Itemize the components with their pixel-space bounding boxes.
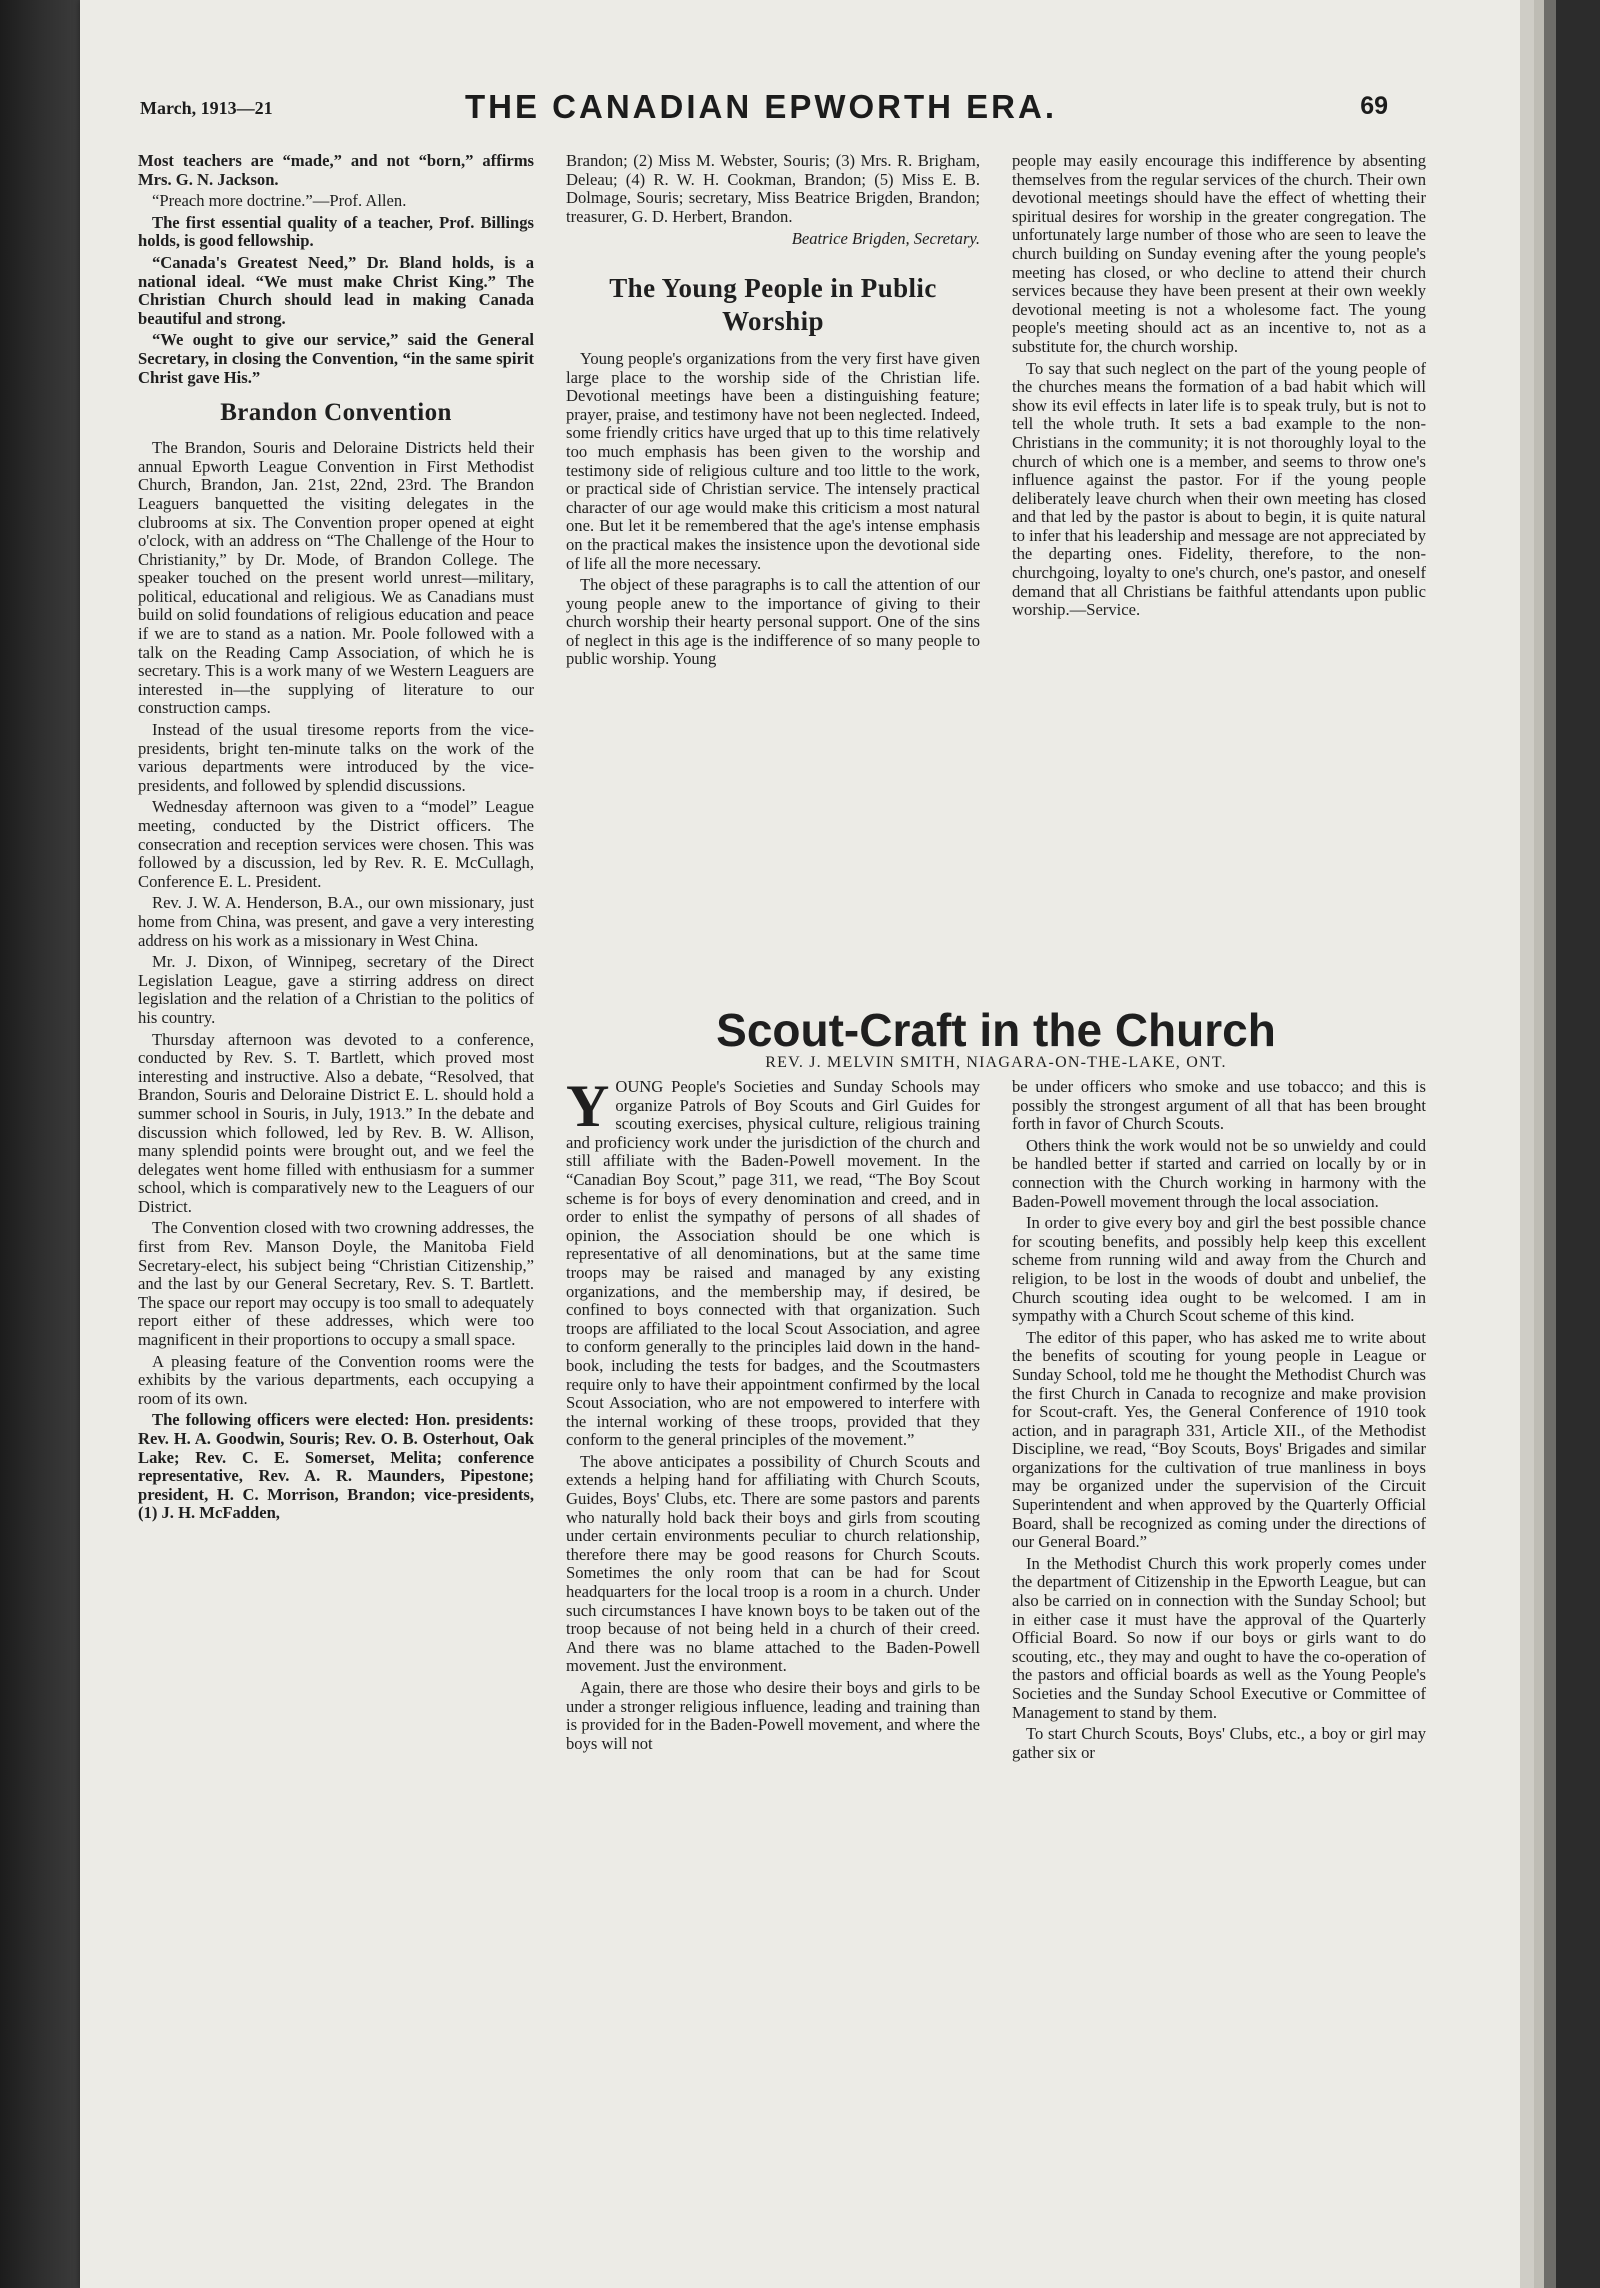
- paragraph: Rev. J. W. A. Henderson, B.A., our own missionary, just home from China, was present, and gave a very interesting address on his work as a missionary in West China.: [138, 893, 534, 950]
- quote-item: “We ought to give our service,” said the General Secretary, in closing the Convention, “in the same spirit Christ gave His.”: [138, 330, 534, 387]
- quote-item: The first essential quality of a teacher, Prof. Billings holds, is good fellowship.: [138, 212, 534, 251]
- drop-cap: Y: [566, 1073, 610, 1139]
- quote-item: “Canada's Greatest Need,” Dr. Bland holds, is a national ideal. “We must make Christ King.” The Christian Church should lead in making Canada beautiful and strong.: [138, 252, 534, 328]
- article-heading: Scout-Craft in the Church: [716, 1004, 1276, 1056]
- scanner-margin: [1556, 0, 1600, 2288]
- paragraph-text: OUNG People's Societies and Sunday Schools may organize Patrols of Boy Scouts and Girl Guides for scouting exercises, physical culture, religious training and proficiency work under the jurisdiction of the church and still affiliate with the Baden-Powell movement. In the “Canadian Boy Scout,” page 311, we read, “The Boy Scout scheme is for boys of every denomination and creed, and in order to enlist the sympathy of persons of all shades of opinion, the Association should be one which is representative of all denominations, but at the same time troops may be raised and managed by any existing organizations, and the membership may, if desired, be confined to boys connected with that organization. Such troops are affiliated to the local Scout Association, and agree to conform generally to the principles laid down in the hand-book, including the tests for badges, and the Scoutmasters require only to have their appointment confirmed by the local Scout Association, who are not empowered to interfere with the internal working of these troops, provided that they conform to the general principles of the movement.”: [566, 1077, 980, 1450]
- paragraph: Thursday afternoon was devoted to a conference, conducted by Rev. S. T. Bartlett, which proved most interesting and instructive. Also a debate, “Resolved, that Brandon, Souris and Deloraine District E. L. should hold a summer school in Souris, in July, 1913.” In the debate and discussion which followed, led by Rev. B. W. Allison, many splendid points were brought out, and we feel the delegates went home filled with enthusiasm for a summer school, which is comparatively new to the Leaguers of our District.: [138, 1029, 534, 1216]
- paragraph: The object of these paragraphs is to call the attention of our young people anew to the importance of giving to their church worship their hearty personal support. One of the sins of neglect in this age is the indifference of so many people to public worship. Young: [566, 575, 980, 669]
- signature: Beatrice Brigden, Secretary.: [791, 229, 980, 249]
- page-number: 69: [1360, 92, 1388, 120]
- paragraph: The following officers were elected: Hon. presidents: Rev. H. A. Goodwin, Souris; Rev. O. B. Osterhout, Oak Lake; Rev. C. E. Somerset, Melita; conference representative, Rev. A. R. Maunders, Pipestone; president, H. C. Morrison, Brandon; vice-presidents, (1) J. H. McFadden,: [138, 1410, 534, 1523]
- journal-title: THE CANADIAN EPWORTH ERA.: [465, 88, 1057, 125]
- paragraph: Others think the work would not be so unwieldy and could be handled better if started and carried on locally by or in connection with the Church working in harmony with the Baden-Powell movement through the local association.: [1012, 1135, 1426, 1211]
- page-edge: [1534, 0, 1544, 2288]
- paragraph: Wednesday afternoon was given to a “model” League meeting, conducted by the District officers. The consecration and reception services were chosen. This was followed by a discussion, led by Rev. R. E. McCullagh, Conference E. L. President.: [138, 797, 534, 891]
- paragraph: Again, there are those who desire their boys and girls to be under a stronger religious influence, leading and training than is provided for in the Baden-Powell movement, and where the boys will not: [566, 1678, 980, 1753]
- paragraph: be under officers who smoke and use tobacco; and this is possibly the strongest argument of all that has been brought forth in favor of Church Scouts.: [1012, 1077, 1426, 1134]
- issue-date: March, 1913—21: [140, 98, 273, 118]
- column-left: [138, 152, 534, 1526]
- paragraph: [566, 1073, 980, 1450]
- paragraph: To start Church Scouts, Boys' Clubs, etc., a boy or girl may gather six or: [1012, 1724, 1426, 1762]
- article-heading: The Young People in Public Worship: [609, 272, 937, 336]
- paragraph: people may easily encourage this indifference by absenting themselves from the regular services of the church. Their own devotional meetings should have the effect of whetting their spiritual desires for worship in the greater congregation. The unfortunately large number of those who are seen to leave the church building on Sunday evening after the young people's meeting has closed, or who decline to attend their church services because they have been present at their own weekly devotional meeting is not a wholesome fact. The young people's meeting should act as an incentive to, not as a substitute for, the church worship.: [1012, 151, 1426, 356]
- paragraph: The editor of this paper, who has asked me to write about the benefits of scouting for young people in League or Sunday School, told me he thought the Methodist Church was the first Church in Canada to recognize and make provision for Scout-craft. Yes, the General Conference of 1910 took action, and in paragraph 331, Article XII., of the Methodist Discipline, we read, “Boy Scouts, Boys' Brigades and similar organizations for the cultivation of true manliness in boys may be organized under the supervision of the Circuit Superintendent and when approved by the Quarterly Official Board, shall be recognized as coming under the directions of our General Board.”: [1012, 1327, 1426, 1552]
- paragraph: The Convention closed with two crowning addresses, the first from Rev. Manson Doyle, the Manitoba Field Secretary-elect, his subject being “Christian Citizenship,” and the last by our General Secretary, Rev. S. T. Bartlett. The space our report may occupy is too small to adequately report either of these addresses, which were too magnificent in their proportions to occupy a small space.: [138, 1218, 534, 1350]
- page-edge: [1520, 0, 1534, 2288]
- quote-item: Most teachers are “made,” and not “born,” affirms Mrs. G. N. Jackson.: [138, 151, 534, 189]
- scout-column-right: [1012, 1078, 1426, 1765]
- paragraph: A pleasing feature of the Convention rooms were the exhibits by the various departments, each occupying a room of its own.: [138, 1351, 534, 1408]
- paragraph: To say that such neglect on the part of the young people of the churches means the formation of a bad habit which will show its evil effects in later life is to speak truly, but is not to tell the whole truth. It sets a bad example to the non-Christians in the community; it is not thoroughly loyal to the church of which one is a member, and seems to throw one's influence against the pastor. For if the young people deliberately leave church when their own meeting has closed and that led by the pastor is about to begin, it is quite natural to infer that his leadership and message are not appreciated by the departing ones. Fidelity, therefore, to the non-churchgoing, loyalty to one's church, one's pastor, and oneself demand that all Christians be faithful attendants upon public worship.—Service.: [1012, 358, 1426, 620]
- column-middle: [566, 152, 980, 672]
- paragraph: In order to give every boy and girl the best possible chance for scouting benefits, and possibly help keep this excellent scheme from running wild and away from the Church and religion, to be lost in the woods of doubt and unbelief, the Church scouting idea ought to be welcomed. I am in sympathy with a Church Scout scheme of this kind.: [1012, 1213, 1426, 1326]
- article-heading: Brandon Convention: [220, 399, 452, 427]
- paragraph: Mr. J. Dixon, of Winnipeg, secretary of the Direct Legislation League, gave a stirring address on direct legislation and the relation of a Christian to the politics of his country.: [138, 952, 534, 1027]
- byline: REV. J. MELVIN SMITH, NIAGARA-ON-THE-LAKE, ONT.: [765, 1054, 1227, 1071]
- paragraph: Instead of the usual tiresome reports from the vice-presidents, bright ten-minute talks on the work of the various departments were introduced by the vice-presidents, and followed by splendid discussions.: [138, 720, 534, 795]
- paragraph: Brandon; (2) Miss M. Webster, Souris; (3) Mrs. R. Brigham, Deleau; (4) R. W. H. Cookman, Brandon; (5) Miss E. B. Dolmage, Souris; secretary, Miss Beatrice Brigden, Brandon; treasurer, G. D. Herbert, Brandon.: [566, 151, 980, 226]
- running-header: [140, 88, 1440, 138]
- paragraph: The above anticipates a possibility of Church Scouts and extends a helping hand for affiliating with Church Scouts, Guides, Boys' Clubs, etc. There are some pastors and parents who naturally hold back their boys and girls from scouting under certain environments peculiar to church relationship, therefore there may be good reasons for Church Scouts. Sometimes the only room that can be had for Scout headquarters for the local troop is a room in a church. Under such circumstances I have known boys to be taken out of the troop because of not being held in a church of their creed. And there was no blame attached to the Baden-Powell movement. Just the environment.: [566, 1451, 980, 1676]
- paragraph: Young people's organizations from the very first have given large place to the worship side of the Christian life. Devotional meetings have been a distinguishing feature; prayer, praise, and testimony have not been neglected. Indeed, some friendly critics have urged that up to this time relatively too much emphasis has been given to the worship and testimony side of religious culture and too little to the work, or practical side of Christian service. The intensely practical character of our age would make this criticism a most natural one. But let it be remembered that the age's intense emphasis on the practical makes the insistence upon the devotional side of life all the more necessary.: [566, 348, 980, 573]
- quote-item: “Preach more doctrine.”—Prof. Allen.: [152, 191, 407, 211]
- paragraph: In the Methodist Church this work properly comes under the department of Citizenship in the Epworth League, but can also be carried on in connection with the Sunday School; but in either case it must have the approval of the Quarterly Official Board. So now if our boys or girls want to do scouting, etc., they may and ought to have the co-operation of the pastors and official boards as well as the Young People's Societies and the Sunday School Executive or Committee of Management to stand by them.: [1012, 1553, 1426, 1722]
- column-right: [1012, 152, 1426, 623]
- paragraph: The Brandon, Souris and Deloraine Districts held their annual Epworth League Convention in First Methodist Church, Brandon, Jan. 21st, 22nd, 23rd. The Brandon Leaguers banquetted the visiting delegates in the clubrooms at six. The Convention proper opened at eight o'clock, with an address on “The Challenge of the Hour to Christianity,” by Dr. Mode, of Brandon College. The speaker touched on the present world unrest—military, political, educational and religious. We as Canadians must build on solid foundations of religious education and peace if we are to stand as a nation. Mr. Poole followed with a talk on the Reading Camp Association, of which he is secretary. This is a work many of we Western Leaguers are interested in—the supplying of literature to our construction camps.: [138, 438, 534, 718]
- scout-column-left: [566, 1073, 980, 1756]
- page-edge: [1544, 0, 1556, 2288]
